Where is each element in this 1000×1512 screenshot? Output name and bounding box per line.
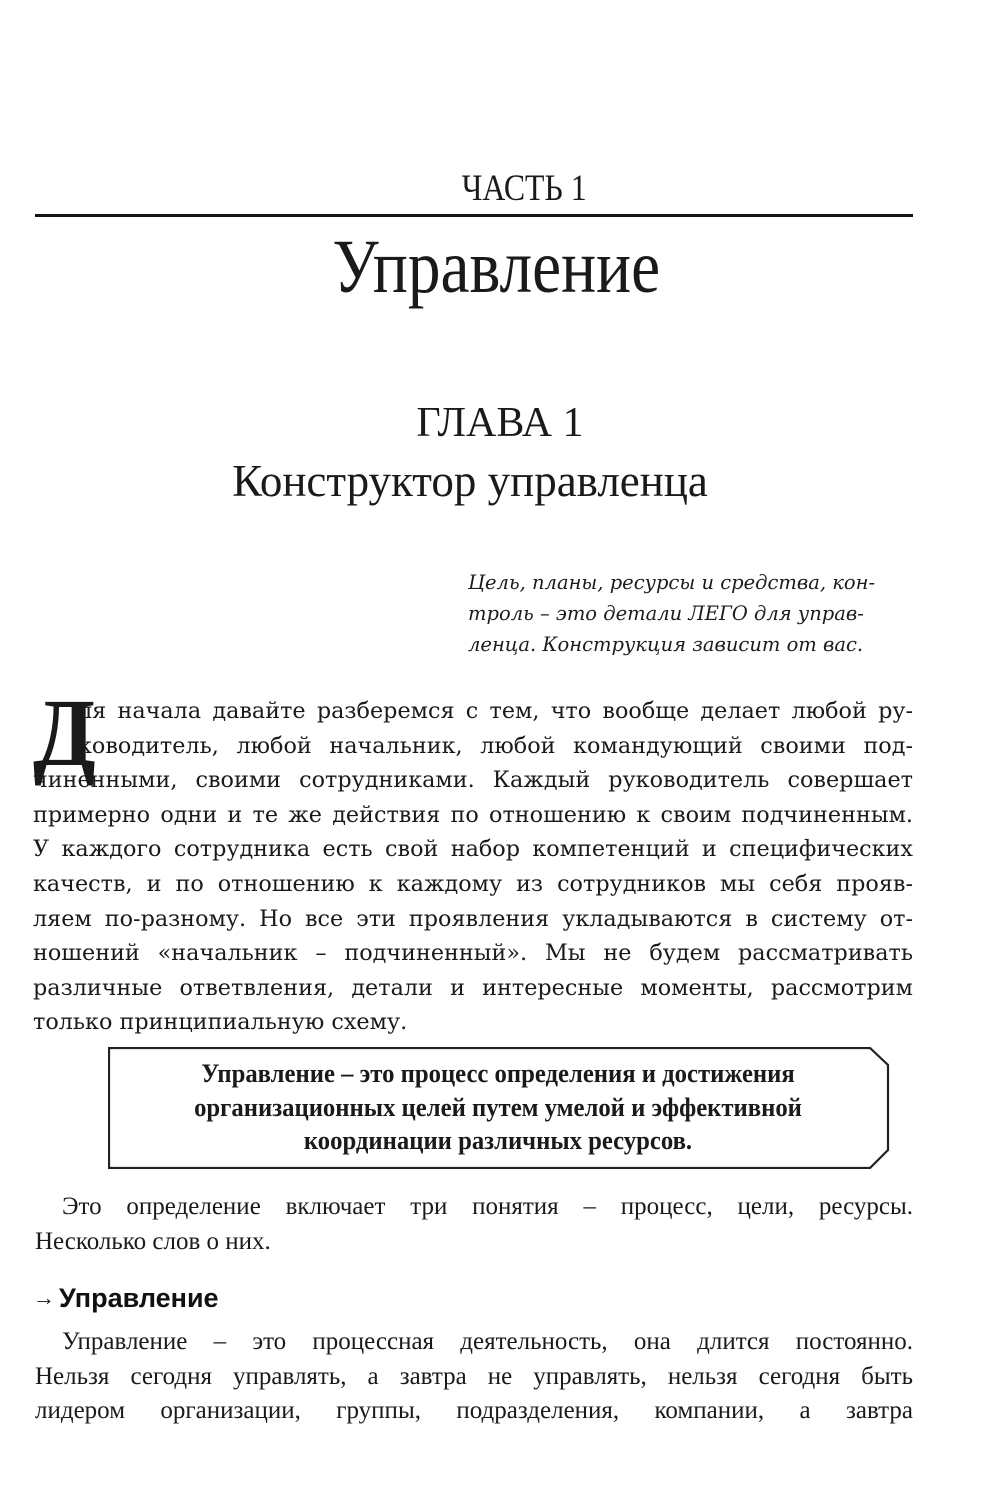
paragraph-line: Управление – это процессная деятельность, она длится постоянно. <box>62 1328 913 1355</box>
definition-line: координации различных ресурсов. <box>303 1126 693 1155</box>
paragraph-line: только принципиальную схему. <box>33 1009 408 1036</box>
paragraph-line: Несколько слов о них. <box>35 1227 271 1255</box>
section-heading-text: Управление <box>59 1283 219 1313</box>
paragraph-line: Это определение включает три понятия – процесс, цели, ресурсы. <box>62 1193 913 1220</box>
paragraph-line: ношений «начальник – подчиненный». Мы не будем рассматривать <box>33 940 913 967</box>
paragraph-line: У каждого сотрудника есть свой набор компетенций и специфических <box>33 836 913 863</box>
part-divider <box>35 214 913 217</box>
chapter-label: ГЛАВА 1 <box>416 400 584 446</box>
drop-cap: Д <box>33 679 96 786</box>
intro-paragraph <box>33 679 913 1040</box>
arrow-right-icon: → <box>33 1285 55 1310</box>
epigraph-line: троль – это детали ЛЕГО для управ- <box>468 602 864 625</box>
part-title: Управление <box>332 225 661 309</box>
paragraph-line: примерно одни и те же действия по отношению к своим подчиненным. <box>33 801 913 828</box>
definition-line: Управление – это процесс определения и достижения <box>201 1059 795 1088</box>
definition-line: организационных целей путем умелой и эффективной <box>194 1092 802 1122</box>
part-label: ЧАСТЬ 1 <box>461 168 587 209</box>
epigraph <box>468 567 898 660</box>
section-heading <box>33 1280 219 1316</box>
epigraph-line: Цель, планы, ресурсы и средства, кон- <box>468 571 876 594</box>
epigraph-line: ленца. Конструкция зависит от вас. <box>468 633 864 656</box>
paragraph-line: лидером организации, группы, подразделения, компании, а завтра <box>35 1397 913 1424</box>
paragraph-line: ляем по-разному. Но все эти проявления укладываются в систему от- <box>33 905 913 932</box>
paragraph-line: ководитель, любой начальник, любой командующий своими под- <box>78 732 913 759</box>
paragraph-line: чиненными, своими сотрудниками. Каждый руководитель совершает <box>33 767 913 794</box>
chapter-title: Конструктор управленца <box>232 456 708 506</box>
paragraph-line: ля начала давайте разберемся с тем, что вообще делает любой ру- <box>78 698 913 724</box>
definition-followup <box>35 1190 913 1259</box>
definition-box <box>108 1047 888 1167</box>
paragraph-line: качеств, и по отношению к каждому из сотрудников мы себя прояв- <box>33 870 913 897</box>
paragraph-line: Нельзя сегодня управлять, а завтра не управлять, нельзя сегодня быть <box>35 1362 913 1390</box>
definition-text <box>108 1057 888 1158</box>
section-paragraph <box>35 1325 913 1429</box>
paragraph-line: различные ответвления, детали и интересные моменты, рассмотрим <box>33 974 913 1001</box>
